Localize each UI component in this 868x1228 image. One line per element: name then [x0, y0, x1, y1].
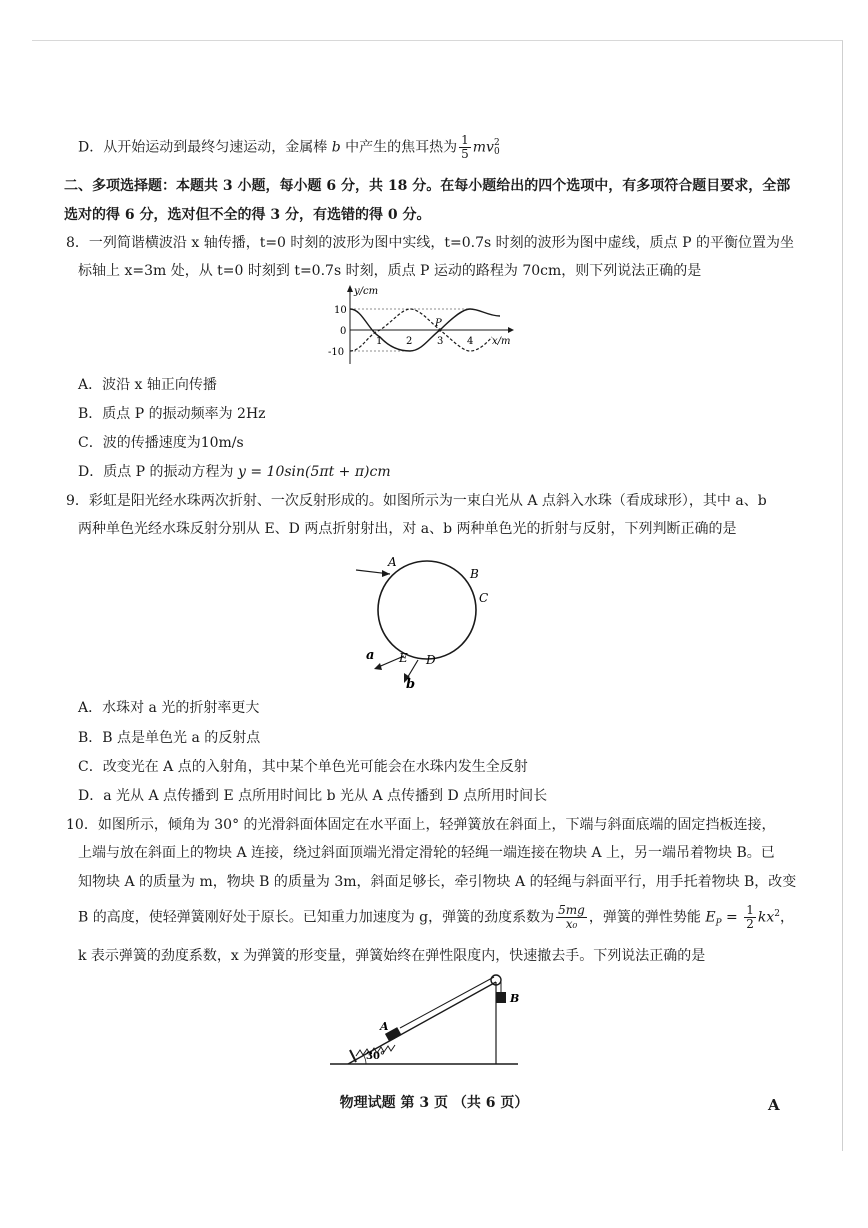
q9-option-b: B．B 点是单色光 a 的反射点: [78, 730, 261, 746]
q9-option-c: C．改变光在 A 点的入射角，其中某个单色光可能会在水珠内发生全反射: [78, 759, 528, 775]
x-axis-label: x/m: [492, 336, 511, 347]
x-axis-arrow: [508, 327, 514, 333]
q9-option-a: A．水珠对 a 光的折射率更大: [78, 700, 260, 716]
q8-option-a: A．波沿 x 轴正向传播: [78, 377, 217, 393]
label-b-point: B: [470, 567, 479, 581]
q7-option-d: D．从开始运动到最终匀速运动，金属棒 b 中产生的焦耳热为 $\frac{1}{5}$ mv 2 0: [78, 133, 500, 161]
q9-option-d: D．a 光从 A 点传播到 E 点所用时间比 b 光从 A 点传播到 D 点所用时间长: [78, 788, 548, 804]
label-d-point: D: [426, 653, 436, 667]
stopper: [350, 1050, 356, 1062]
q8-stem-line-2: 标轴上 x=3m 处，从 t=0 时刻到 t=0.7s 时刻，质点 P 运动的路程为 70cm，则下列说法正确的是: [78, 263, 702, 279]
q8-option-d: D．质点 P 的振动方程为 y = 10sin(5πt + π)cm: [78, 464, 391, 480]
q8-option-b: B．质点 P 的振动频率为 2Hz: [78, 406, 266, 422]
q7-d-text: D．从开始运动到最终匀速运动，金属棒: [78, 139, 332, 156]
q8-option-c: C．波的传播速度为10m/s: [78, 435, 244, 451]
q10-stem-line-2: 上端与放在斜面上的物块 A 连接，绕过斜面顶端光滑定滑轮的轻绳一端连接在物块 A 上，另一端吊着物块 B。已: [78, 845, 775, 861]
page-footer: 物理试题 第 3 页 （共 6 页）: [339, 1095, 529, 1111]
section-heading-line-1: 二、多项选择题：本题共 3 小题，每小题 6 分，共 18 分。在每小题给出的四个选项中，有多项符合题目要求，全部: [64, 178, 791, 194]
x-tick: 3: [437, 336, 444, 347]
x-tick: 4: [467, 336, 474, 347]
y-tick: 0: [340, 326, 347, 337]
block-b: [496, 992, 506, 1003]
x-tick: 1: [376, 336, 383, 347]
q10-stem-line-1: 10．如图所示，倾角为 30° 的光滑斜面体固定在水平面上，轻弹簧放在斜面上，下端与斜面底端的固定挡板连接，: [66, 817, 776, 833]
y-axis-arrow: [347, 285, 353, 292]
y-tick: 10: [334, 305, 347, 316]
ray-a-arrow: [374, 663, 382, 670]
section-heading-line-2: 选对的得 6 分，选对但不全的得 3 分，有选错的得 0 分。: [64, 207, 431, 223]
label-e-point: E: [399, 651, 408, 665]
label-block-a: A: [380, 1020, 389, 1033]
q10-stem-line-5: k 表示弹簧的劲度系数，x 为弹簧的形变量，弹簧始终在弹性限度内，快速撤去手。下列说法正确的是: [78, 948, 706, 964]
q9-water-drop-diagram: [346, 552, 506, 690]
q7-d-var: b: [331, 139, 341, 156]
label-ray-b: b: [406, 677, 416, 690]
incident-arrow: [382, 570, 390, 577]
spring-constant-fraction: $\frac{5mg}{\text{x₀}}$: [558, 903, 585, 932]
label-a-point: A: [388, 555, 397, 569]
q10-stem-line-3: 知物块 A 的质量为 m，物块 B 的质量为 3m，斜面足够长，牵引物块 A 的轻绳与斜面平行，用手托着物块 B，改变: [78, 874, 797, 890]
q8-equation: y = 10sin(5πt + π)cm: [238, 464, 391, 480]
label-ray-a: a: [366, 648, 375, 663]
x-tick: 2: [406, 336, 413, 347]
q9-stem-line-2: 两种单色光经水珠反射分别从 E、D 两点折射射出，对 a、b 两种单色光的折射与反射，下列判断正确的是: [78, 521, 737, 537]
paper-version-mark: A: [768, 1096, 780, 1114]
q8-stem-line-1: 8．一列简谐横波沿 x 轴传播，t=0 时刻的波形为图中实线，t=0.7s 时刻的波形为图中虚线，质点 P 的平衡位置为坐: [66, 235, 794, 251]
q10-incline-diagram: [326, 968, 526, 1072]
q7-expr: mv: [472, 139, 494, 156]
q7-d-text-2: 中产生的焦耳热为: [340, 139, 458, 156]
y-tick: -10: [328, 347, 345, 358]
y-axis-label: y/cm: [354, 286, 379, 297]
label-c-point: C: [479, 591, 489, 605]
q9-stem-line-1: 9．彩虹是阳光经水珠两次折射、一次反射形成的。如图所示为一束白光从 A 点斜入水珠（看成球形），其中 a、b: [66, 493, 767, 509]
water-drop-circle: [378, 561, 476, 659]
label-angle: 30°: [366, 1051, 385, 1062]
rope: [400, 977, 494, 1028]
q7-fraction: $\frac{1}{5}$: [461, 133, 469, 161]
q10-stem-line-4: B 的高度，使轻弹簧刚好处于原长。已知重力加速度为 g，弹簧的劲度系数为 $\frac{5mg}{\text{x₀}}$ ，弹簧的弹性势能 $E_P$ = $\frac{1}{2}$ $kx^2$，: [78, 903, 795, 932]
energy-fraction: $\frac{1}{2}$: [746, 903, 754, 932]
point-p-label: P: [435, 318, 442, 329]
label-block-b: B: [510, 992, 520, 1005]
q8-wave-graph: [320, 282, 520, 372]
